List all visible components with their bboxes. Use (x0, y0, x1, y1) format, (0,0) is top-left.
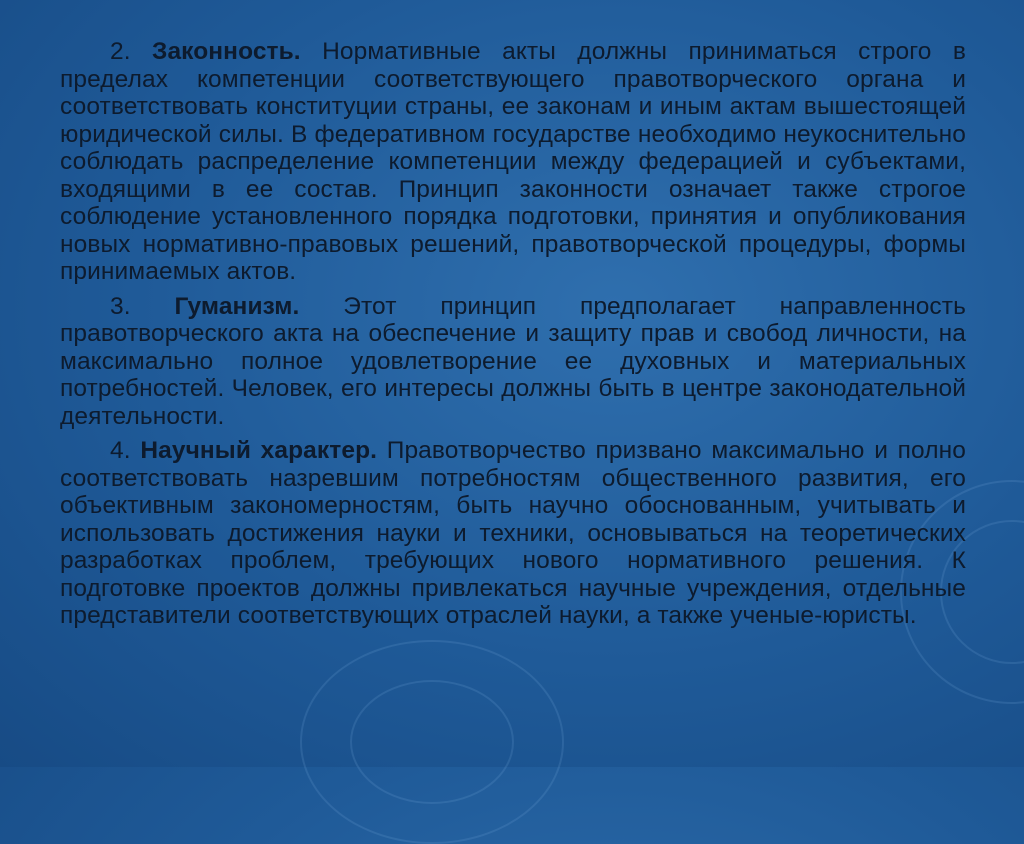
paragraph-scientific (60, 437, 966, 630)
background-ripple (350, 680, 514, 804)
paragraph-legality (60, 38, 966, 286)
paragraph-number: 2. (110, 38, 131, 65)
paragraph-body: Этот принцип предполагает направленность правотворческого акта на обеспечение и защиту прав и свобод личности, на максимально полное удовлетворение ее духовных и материальных потребностей. Человек, его интересы должны быть в центре законодательной деятельности. (60, 292, 966, 430)
paragraph-body: Нормативные акты должны приниматься строго в пределах компетенции соответствующего правотворческого органа и соответствовать конституции страны, ее законам и иным актам вышестоящей юридической силы. В федеративном государстве необходимо неукоснительно соблюдать распределение компетенции между федерацией и субъектами, входящими в ее состав. Принцип законности означает также строгое соблюдение установленного порядка подготовки, принятия и опубликования новых нормативно-правовых решений, правотворческой процедуры, формы принимаемых актов. (60, 38, 966, 285)
paragraph-heading: Законность. (152, 38, 301, 65)
paragraph-body: Правотворчество призвано максимально и полно соответствовать назревшим потребностям общественного развития, его объективным закономерностям, быть научно обоснованным, учитывать и использовать достижения науки и техники, основываться на теоретических разработках проблем, требующих нового нормативного решения. К подготовке проектов должны привлекаться научные учреждения, отдельные представители соответствующих отраслей науки, а также ученые-юристы. (60, 437, 966, 629)
slide-content (60, 38, 966, 637)
paragraph-number: 3. (110, 292, 131, 320)
paragraph-number: 4. (110, 437, 131, 464)
paragraph-humanism (60, 293, 966, 431)
paragraph-heading: Гуманизм. (174, 292, 300, 320)
paragraph-heading: Научный характер. (140, 437, 378, 464)
